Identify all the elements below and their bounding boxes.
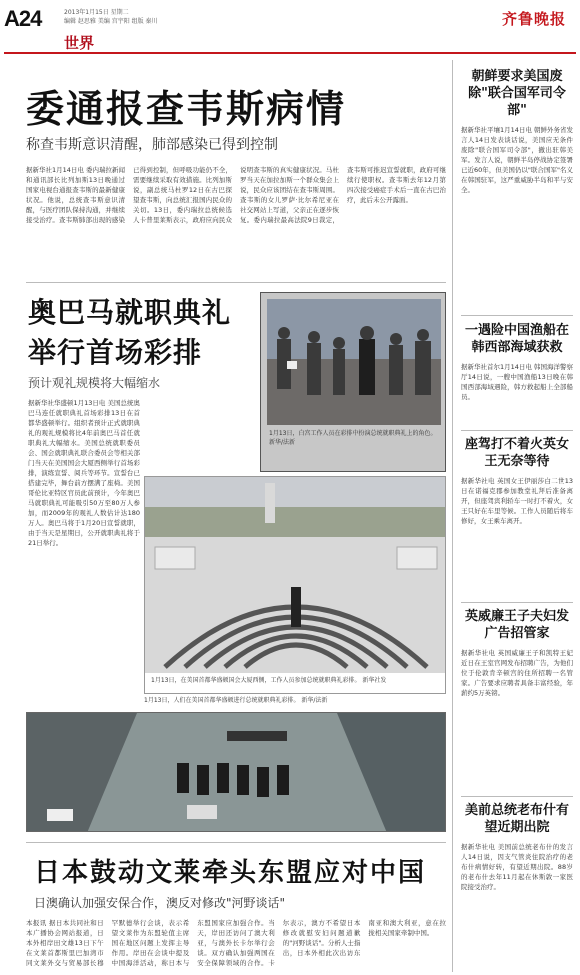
photo-parade-street[interactable]: [26, 712, 446, 832]
sidebar-body: 据新华社首尔1月14日电 韩国海洋警察厅14日说，一艘中国渔船13日晚在韩国西部海域遇险，韩方救起船上全部船员。: [461, 363, 573, 401]
story2-headline[interactable]: 奥巴马就职典礼举行首场彩排: [28, 296, 232, 369]
divider: [461, 315, 573, 316]
sidebar-headline[interactable]: 一遇险中国渔船在韩西部海域获救: [464, 323, 569, 355]
story1-subhead: 称查韦斯意识清醒，肺部感染已得到控制: [26, 137, 278, 153]
editor-line: 编辑 赵思雅 美编 宫宇阳 组版 秦川: [64, 18, 158, 25]
divider: [26, 842, 446, 843]
sidebar-headline[interactable]: 美前总统老布什有望近期出院: [464, 803, 569, 835]
divider: [461, 602, 573, 603]
sidebar-body: 据新华社平壤1月14日电 朝鲜外务省发言人14日发表谈话说，美国应无条件废除"联合国军司令部"，撤出驻韩美军。发言人说，朝鲜半岛停战协定签署已近60年，但美国仍以"联合国军"名义在韩国驻军，这严重威胁半岛和平与安全。: [461, 126, 573, 194]
photo-image: [267, 299, 439, 425]
photo-capitol-rehearsal[interactable]: [144, 476, 446, 694]
main-column: [4, 60, 448, 972]
newspaper-logo: 齐鲁晚报: [501, 10, 566, 28]
sidebar-headline[interactable]: 座驾打不着火英女王无奈等待: [464, 437, 569, 469]
photo-rehearsal-podium[interactable]: [260, 292, 446, 472]
sidebar-story-5[interactable]: [461, 802, 573, 962]
divider: [26, 282, 446, 283]
header-rule: [4, 52, 576, 54]
divider: [461, 430, 573, 431]
divider: [461, 796, 573, 797]
sidebar-body: 据新华社电 英国女王伊丽莎白二世13日在诺福克郡参加教堂礼拜后准备离开，但座驾宾利轿车一时打不着火，女王只好在车里等候。工作人员随后将车修好，女王乘车离开。: [461, 477, 573, 525]
sidebar-column: [452, 60, 576, 972]
sidebar-body: 据新华社电 英国威廉王子和凯特王妃近日在王室官网发布招聘广告，为他们位于伦敦肯辛顿宫的住所招聘一名管家。广告要求应聘者具备丰富经验，年薪约5万英镑。: [461, 649, 573, 697]
story2-subhead: 预计观礼规模将大幅缩水: [28, 376, 161, 390]
section-label: 世界: [64, 34, 95, 52]
photo2-caption: 1月13日，在美国首都华盛顿国会大厦西侧，工作人员参加总统就职典礼彩排。 新华社发: [151, 677, 387, 684]
sidebar-headline[interactable]: 英威廉王子夫妇发广告招管家: [464, 609, 569, 641]
photo1-caption: 1月13日，白宫工作人员在彩排中扮演总统就职典礼上的角色。 新华/法新: [269, 430, 437, 446]
story1-headline[interactable]: 委通报查韦斯病情: [26, 87, 347, 131]
page-number: A24: [4, 6, 42, 31]
sidebar-story-4[interactable]: [461, 608, 573, 808]
photo3-caption: 1月13日，人们在美国首都华盛顿进行总统就职典礼彩排。 新华/法新: [144, 697, 328, 704]
sidebar-story-2[interactable]: [461, 322, 573, 442]
story3-subhead: 日澳确认加强安保合作，澳反对修改"河野谈话": [34, 896, 286, 910]
story3-body: 本报讯 据日本共同社和日本广播协会网站报道，日本外相岸田文雄13日下午在文莱首都斯里巴加湾市同文莱外交与贸易部长穆罕默德举行会谈，表示希望文莱作为东盟轮值主席国在地区问题上发挥主导作用。岸田在会谈中提及中国海洋活动，称日本与东盟国家应加强合作。当天，岸田还访问了澳大利亚，与澳外长卡尔举行会谈。双方确认加强两国在安全保障领域的合作。卡尔表示，澳方不希望日本修改就慰安妇问题道歉的"河野谈话"。分析人士指出，日本外相此次出访东南亚和澳大利亚，意在拉拢相关国家牵制中国。: [26, 919, 446, 967]
sidebar-headline[interactable]: 朝鲜要求美国废除"联合国军司令部": [468, 69, 566, 118]
sidebar-story-3[interactable]: [461, 436, 573, 616]
page-header: [0, 0, 580, 58]
date-line: 2013年1月15日 星期二: [64, 9, 129, 16]
story1-body: 据新华社1月14日电 委内瑞拉新闻和通讯部长比列加斯13日晚通过国家电视台通报查韦斯的最新健康状况。他说，总统查韦斯意识清醒，与医疗团队保持沟通，并继续接受治疗。查韦斯肺部出现的感染已得到控制，但呼吸功能仍不全，需要继续采取有效措施。比列加斯说，副总统马杜罗12日在古巴探望查韦斯，向总统汇报国内民众的关切。13日，委内瑞拉总统候选人卡普里莱斯表示，政府应向民众说明查韦斯的真实健康状况。马杜罗当天在加拉加斯一个群众集会上说，民众应该团结在查韦斯周围。查韦斯的女儿罗萨·比尔希尼亚在社交网站上写道，父亲正在逐步恢复。委内瑞拉最高法院9日裁定，查韦斯可推迟宣誓就职，政府可继续行使职权。查韦斯去年12月第四次接受癌症手术后一直在古巴治疗，此后未公开露面。: [26, 166, 446, 224]
sidebar-story-1[interactable]: [461, 68, 573, 355]
sidebar-body: 据新华社电 美国前总统老布什的发言人14日说，因支气管炎住院治疗的老布什病情好转，有望近期出院。88岁的老布什去年11月起在休斯敦一家医院接受治疗。: [461, 843, 573, 891]
photo-image: [27, 713, 446, 832]
header-meta: [64, 8, 158, 26]
story3-headline[interactable]: 日本鼓动文莱牵头东盟应对中国: [34, 858, 427, 888]
photo-image: [145, 477, 446, 675]
story2-body: 据新华社华盛顿1月13日电 美国总统奥巴马连任就职典礼首场彩排13日在首都华盛顿举行。组织者预计正式就职典礼的观礼规模将比4年前奥巴马首任就职典礼大幅缩水。美国总统就职委员会、国会就职典礼联合委员会等相关部门当天在美国国会大厦西侧举行首场彩排，演练宣誓、阅兵等环节。宣誓台已搭建完毕，舞台前方摆满了座椅。美国哥伦比亚特区官员此前预计，今年奥巴马就职典礼可能吸引50万至80万人参加，而2009年的观礼人数估计达180万人。奥巴马将于1月20日宣誓就职，由于当天是星期日，公开就职典礼将于21日举行。: [28, 399, 140, 547]
